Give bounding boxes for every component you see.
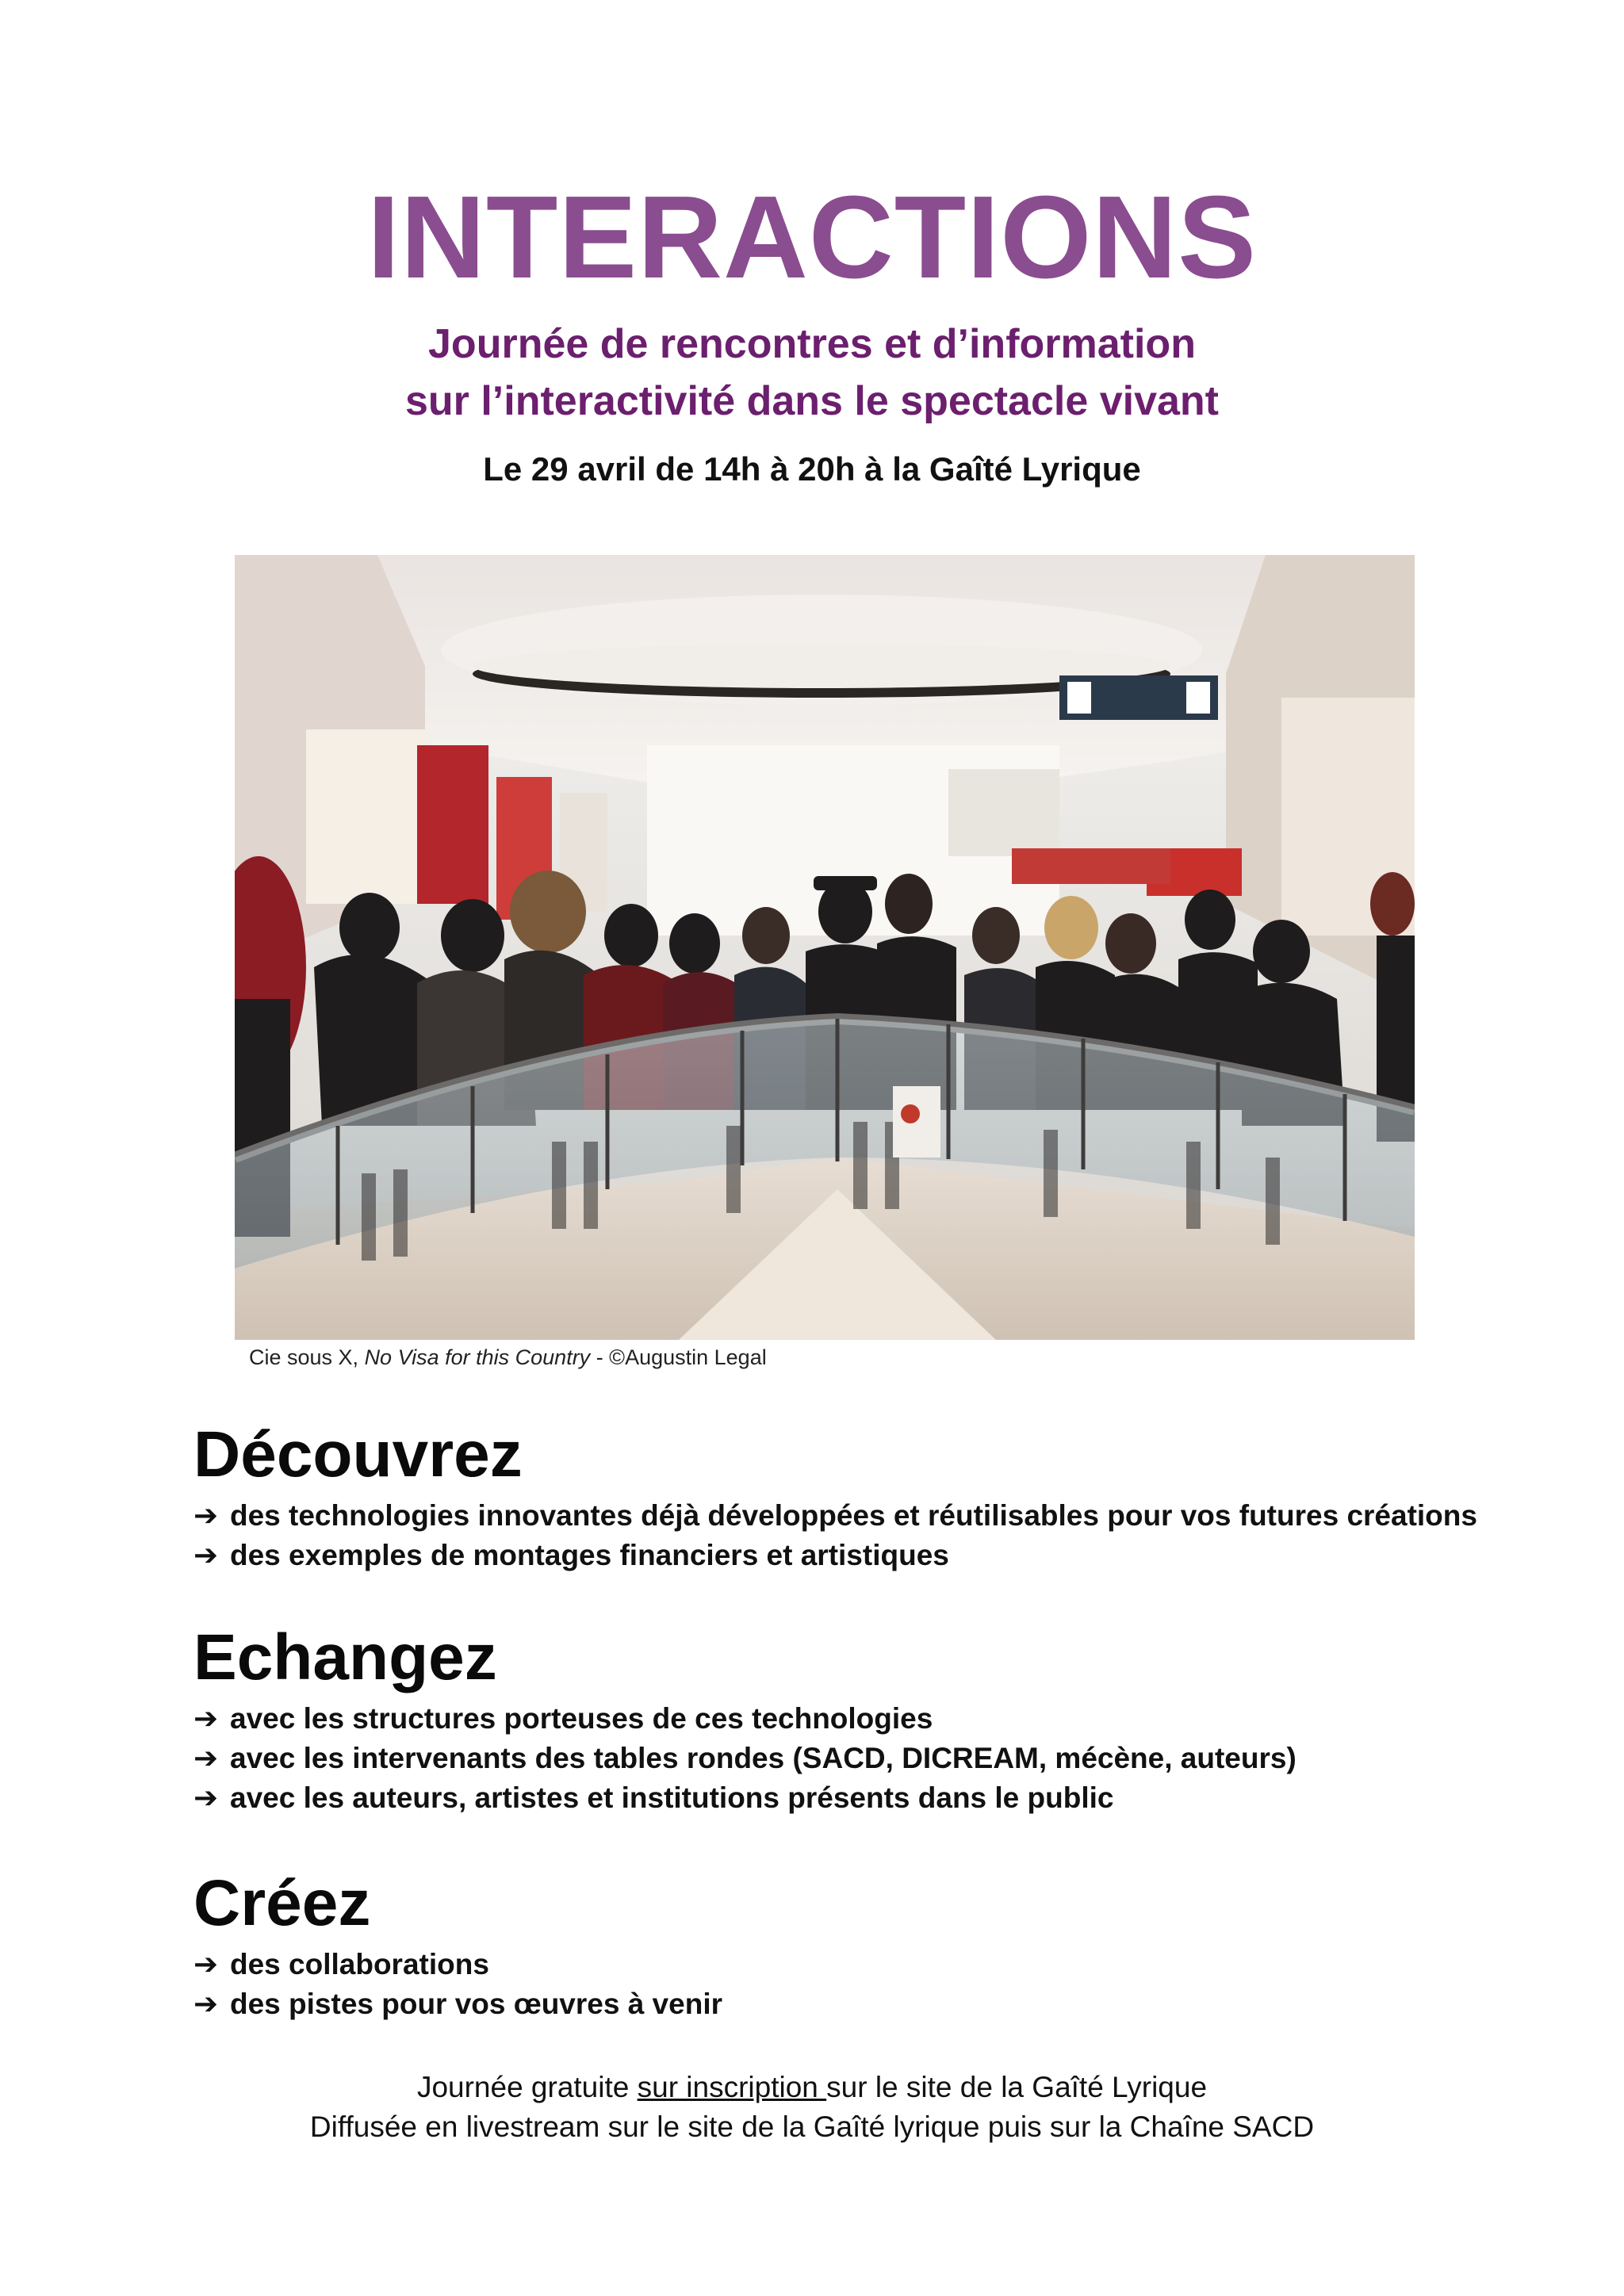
registration-link[interactable]: sur inscription xyxy=(637,2071,827,2103)
section-list xyxy=(193,1699,1542,1818)
event-date-venue: Le 29 avril de 14h à 20h à la Gaîté Lyrique xyxy=(483,450,1141,488)
arrow-right-icon: ➔ xyxy=(193,1781,219,1814)
photo-caption xyxy=(249,1343,767,1372)
arrow-right-icon: ➔ xyxy=(193,1948,219,1980)
list-item xyxy=(193,1984,1542,2024)
caption-prefix: Cie sous X, xyxy=(249,1345,365,1369)
arrow-right-icon: ➔ xyxy=(193,1742,219,1774)
footer-registration-line xyxy=(0,2068,1624,2107)
mall-crowd-photo-illustration xyxy=(235,555,1415,1340)
list-item-text: des collaborations xyxy=(230,1948,489,1980)
list-item-text: avec les auteurs, artistes et institutions présents dans le public xyxy=(230,1781,1114,1814)
event-title: INTERACTIONS xyxy=(367,172,1257,303)
section-heading: Créez xyxy=(193,1867,371,1939)
event-photo xyxy=(235,555,1415,1340)
event-subtitle-line2: sur l’interactivité dans le spectacle vivant xyxy=(404,378,1219,424)
list-item-text: avec les intervenants des tables rondes (SACD, DICREAM, mécène, auteurs) xyxy=(230,1742,1297,1774)
list-item xyxy=(193,1945,1542,1984)
caption-work-title: No Visa for this Country xyxy=(364,1345,591,1369)
footer-prefix: Journée gratuite xyxy=(416,2071,638,2103)
list-item xyxy=(193,1778,1542,1818)
section-list xyxy=(193,1496,1542,1575)
footer-livestream-line: Diffusée en livestream sur le site de la Gaîté lyrique puis sur la Chaîne SACD xyxy=(309,2110,1315,2143)
section-heading: Découvrez xyxy=(193,1418,523,1490)
list-item-text: des technologies innovantes déjà développées et réutilisables pour vos futures créations xyxy=(230,1499,1477,1532)
section-heading: Echangez xyxy=(193,1621,497,1693)
list-item xyxy=(193,1496,1542,1536)
arrow-right-icon: ➔ xyxy=(193,1702,219,1735)
arrow-right-icon: ➔ xyxy=(193,1539,219,1571)
arrow-right-icon: ➔ xyxy=(193,1499,219,1532)
list-item xyxy=(193,1699,1542,1739)
list-item xyxy=(193,1739,1542,1778)
section-echangez xyxy=(193,1620,1542,1818)
list-item-text: des pistes pour vos œuvres à venir xyxy=(230,1988,722,2020)
section-list xyxy=(193,1945,1542,2024)
arrow-right-icon: ➔ xyxy=(193,1988,219,2020)
footer-suffix: sur le site de la Gaîté Lyrique xyxy=(826,2071,1208,2103)
caption-credit: - ©Augustin Legal xyxy=(590,1345,767,1369)
event-subtitle-line1: Journée de rencontres et d’information xyxy=(428,321,1196,367)
list-item-text: avec les structures porteuses de ces technologies xyxy=(230,1702,933,1735)
list-item-text: des exemples de montages financiers et artistiques xyxy=(230,1539,949,1571)
section-creez xyxy=(193,1866,1542,2024)
section-decouvrez xyxy=(193,1417,1542,1575)
list-item xyxy=(193,1536,1542,1575)
